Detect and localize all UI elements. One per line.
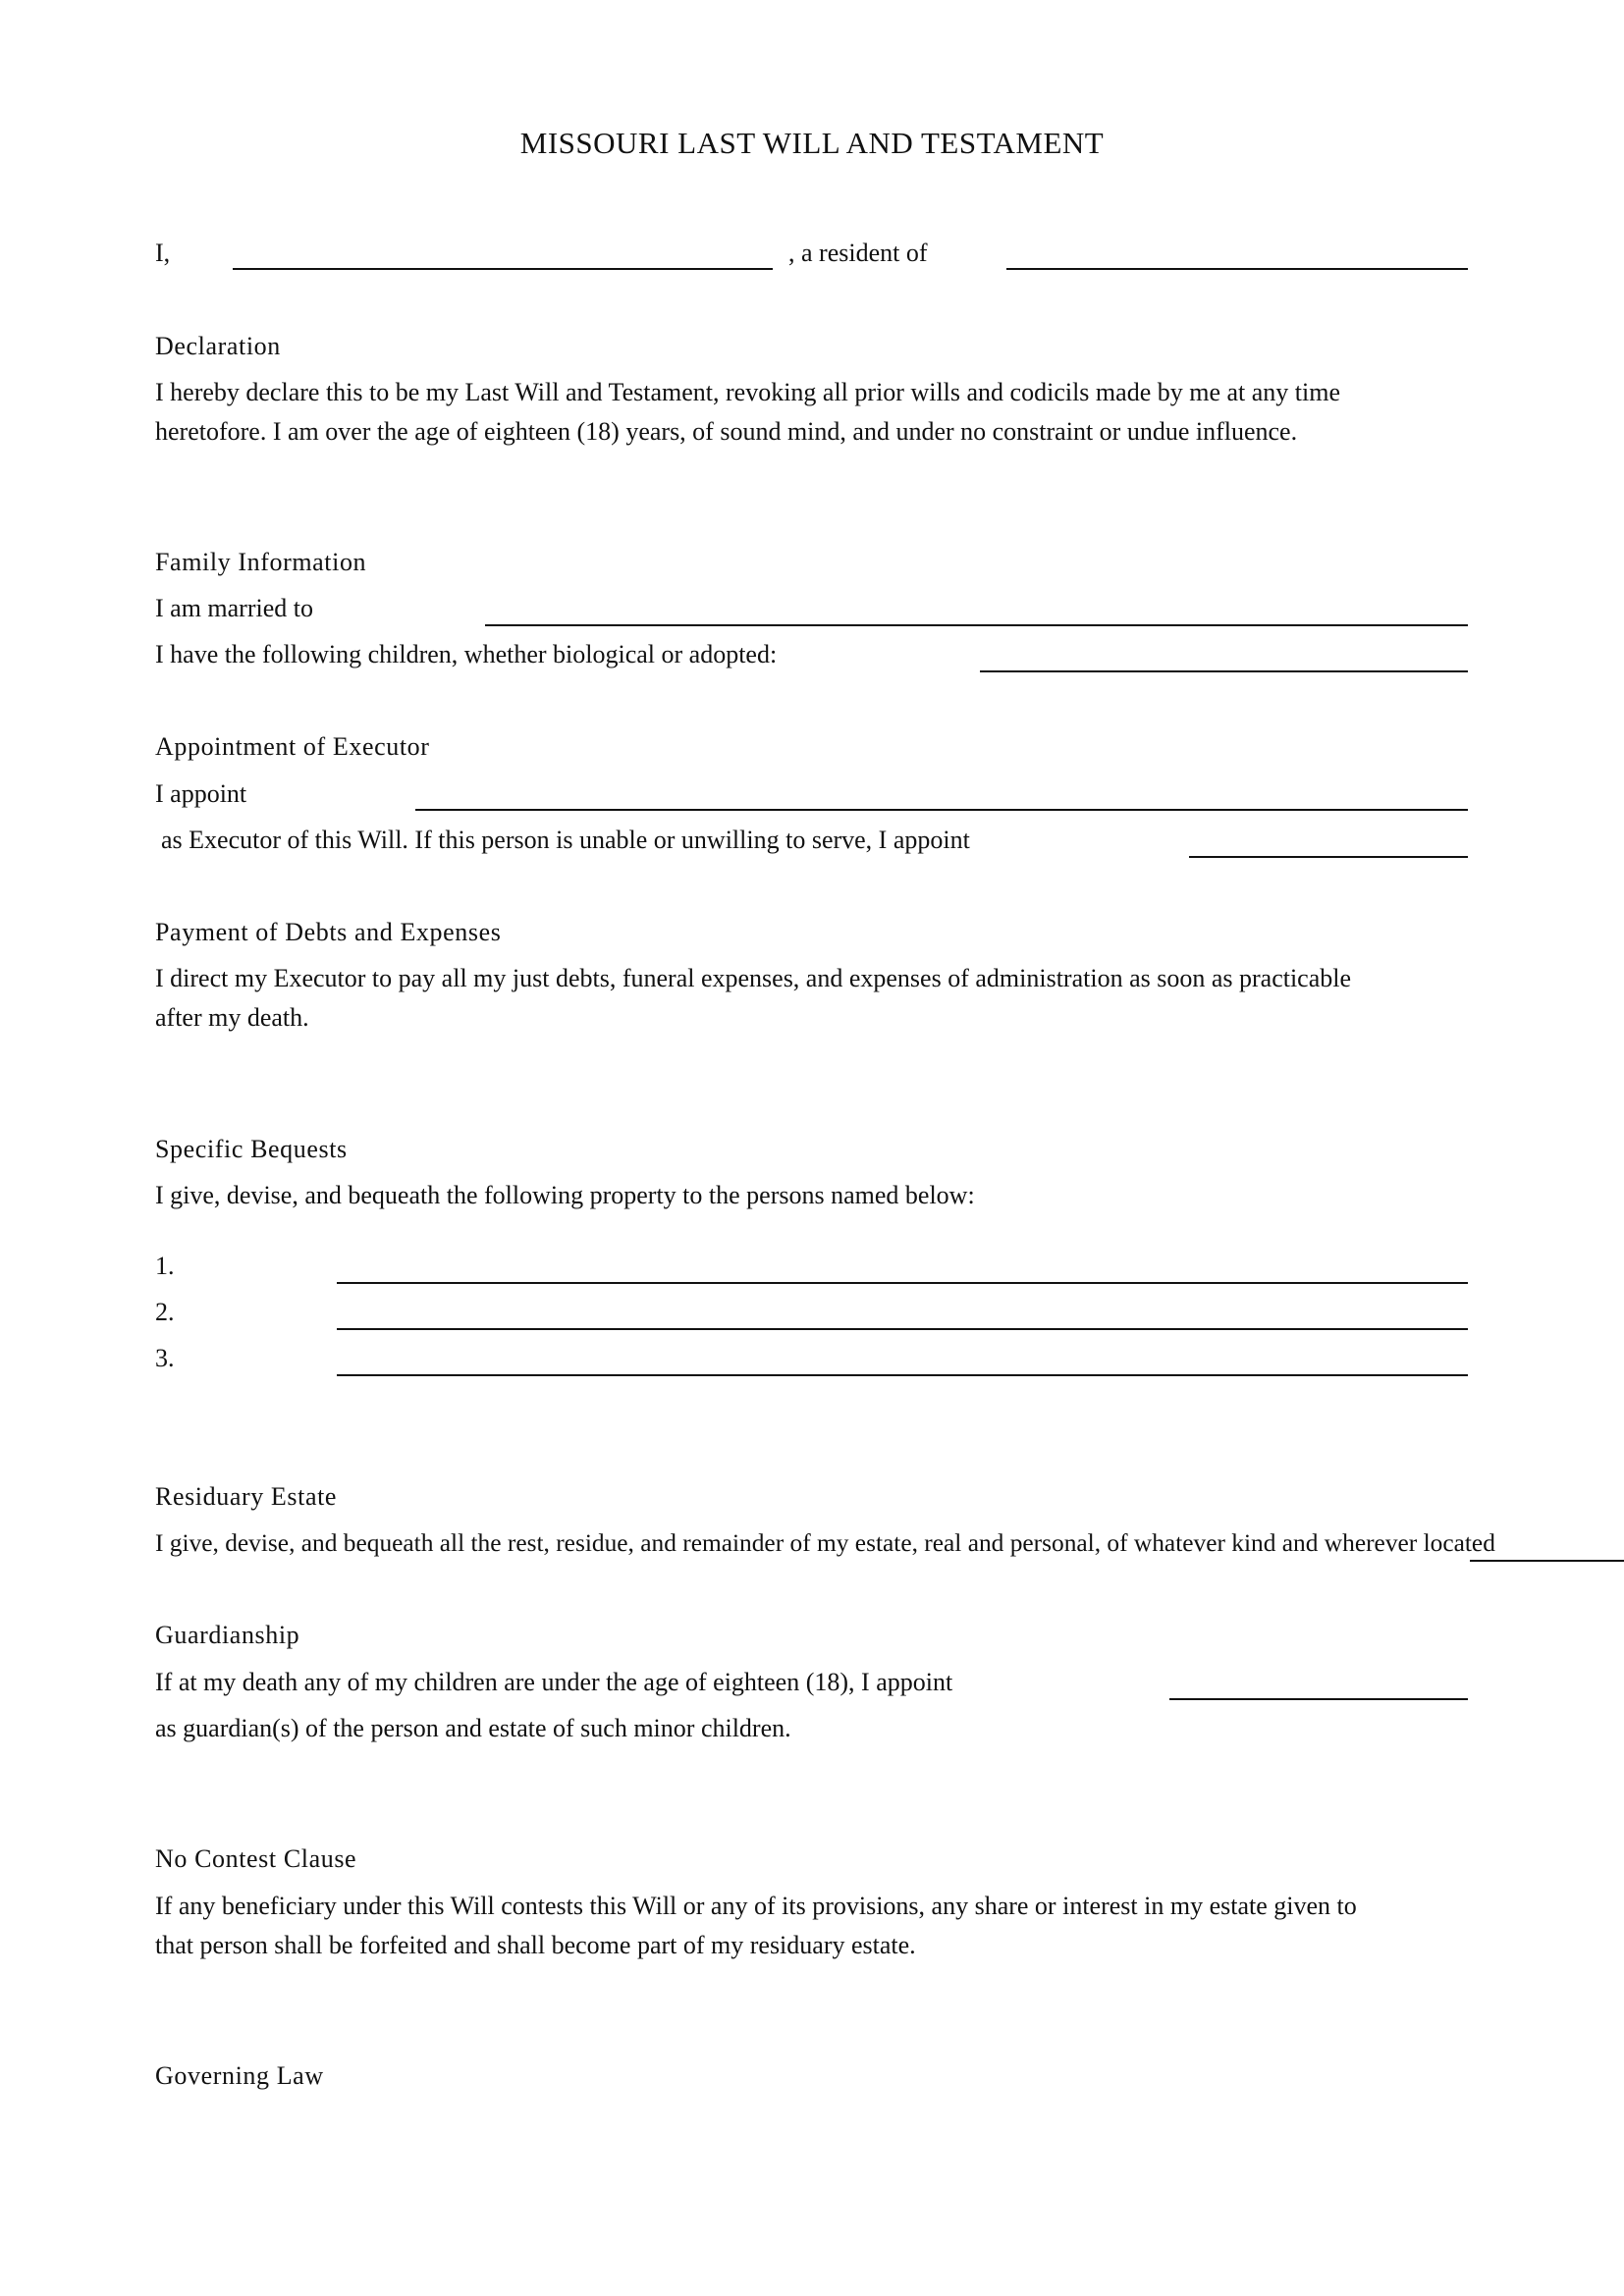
guardian-name-field[interactable]	[1169, 1698, 1468, 1700]
bequest-number-1: 1.	[155, 1252, 175, 1280]
bequest-number-2: 2.	[155, 1298, 175, 1326]
bequests-heading: Specific Bequests	[155, 1135, 348, 1163]
document-title: MISSOURI LAST WILL AND TESTAMENT	[519, 126, 1105, 160]
bequests-intro: I give, devise, and bequeath the following property to the persons named below:	[155, 1181, 975, 1209]
residuary-heading: Residuary Estate	[155, 1482, 338, 1511]
residence-field[interactable]	[1006, 268, 1468, 270]
debts-heading: Payment of Debts and Expenses	[155, 918, 502, 946]
residuary-beneficiary-field[interactable]	[1470, 1560, 1624, 1562]
guardianship-heading: Guardianship	[155, 1621, 300, 1649]
bequest-field-2[interactable]	[337, 1328, 1468, 1330]
family-heading: Family Information	[155, 548, 367, 576]
children-label: I have the following children, whether biological or adopted:	[155, 640, 778, 668]
guardianship-text-line1: If at my death any of my children are under the age of eighteen (18), I appoint	[155, 1668, 953, 1696]
bequest-field-3[interactable]	[337, 1374, 1468, 1376]
intro-resident-of: , a resident of	[788, 239, 928, 267]
spouse-name-field[interactable]	[485, 624, 1468, 626]
testator-name-field[interactable]	[233, 268, 773, 270]
no-contest-text-line2: that person shall be forfeited and shall become part of my residuary estate.	[155, 1931, 916, 1959]
bequest-field-1[interactable]	[337, 1282, 1468, 1284]
bequest-number-3: 3.	[155, 1344, 175, 1372]
declaration-text-line1: I hereby declare this to be my Last Will and Testament, revoking all prior wills and codicils made by me at any time	[155, 378, 1341, 406]
intro-prefix: I,	[155, 239, 171, 267]
declaration-heading: Declaration	[155, 332, 281, 360]
no-contest-heading: No Contest Clause	[155, 1844, 357, 1873]
alternate-executor-field[interactable]	[1189, 856, 1468, 858]
debts-text-line2: after my death.	[155, 1003, 309, 1032]
residuary-text-line1: I give, devise, and bequeath all the rest, residue, and remainder of my estate, real and personal, of whatever kind and wherever located	[155, 1529, 1495, 1557]
guardianship-text-line2: as guardian(s) of the person and estate of such minor children.	[155, 1714, 791, 1742]
executor-heading: Appointment of Executor	[155, 732, 430, 761]
no-contest-text-line1: If any beneficiary under this Will contests this Will or any of its provisions, any share or interest in my estate given to	[155, 1892, 1357, 1920]
debts-text-line1: I direct my Executor to pay all my just debts, funeral expenses, and expenses of administration as soon as practicable	[155, 964, 1352, 992]
executor-name-field[interactable]	[415, 809, 1468, 811]
appoint-label: I appoint	[155, 779, 247, 808]
married-to-label: I am married to	[155, 594, 313, 622]
alternate-executor-label: as Executor of this Will. If this person is unable or unwilling to serve, I appoint	[161, 826, 970, 854]
governing-law-heading: Governing Law	[155, 2061, 324, 2090]
children-field[interactable]	[980, 670, 1468, 672]
declaration-text-line2: heretofore. I am over the age of eighteen (18) years, of sound mind, and under no constraint or undue influence.	[155, 417, 1298, 446]
